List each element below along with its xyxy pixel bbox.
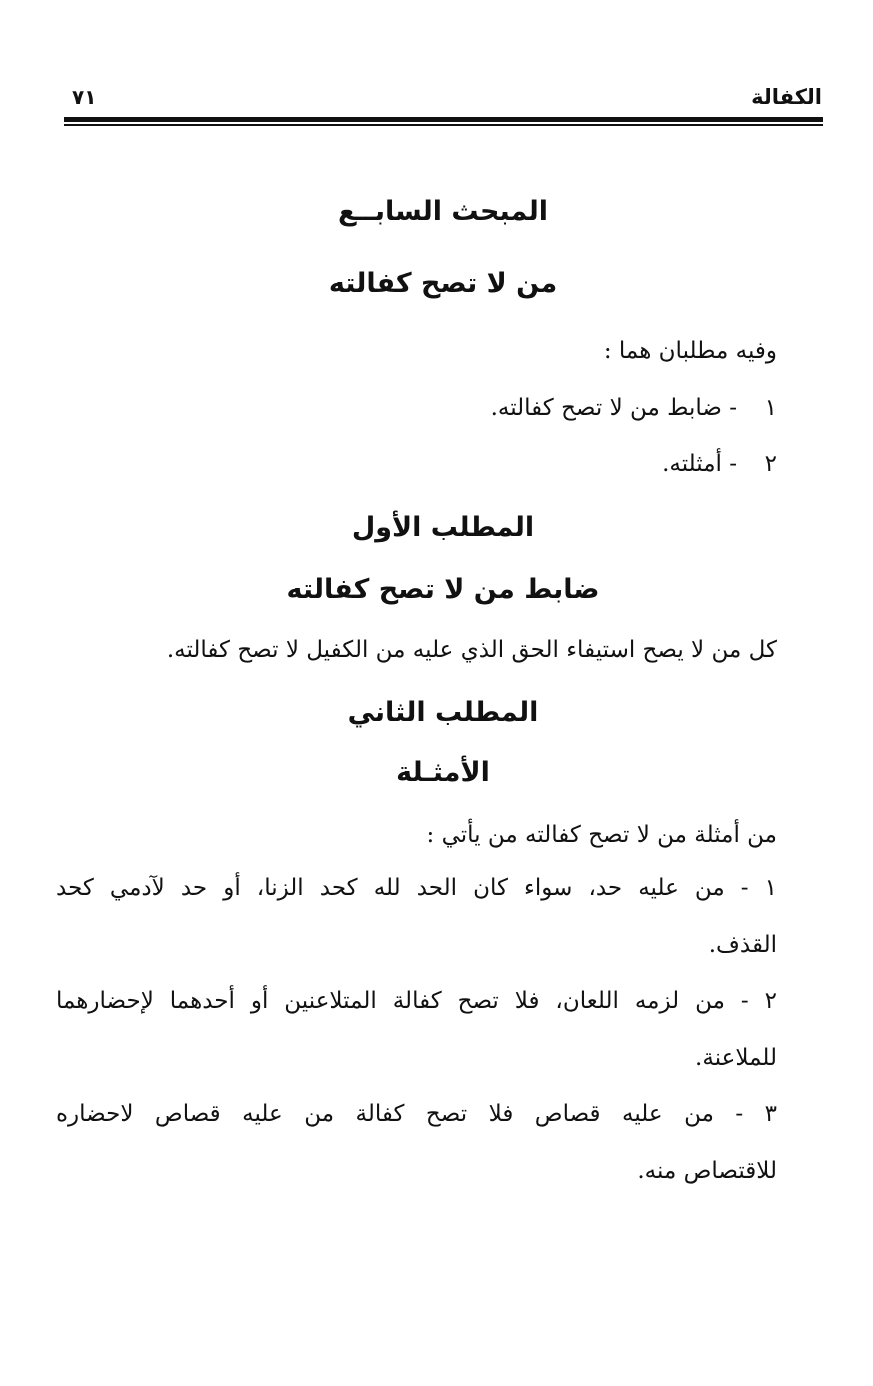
second-part-subtitle: الأمثـلة: [396, 757, 490, 788]
page-number: ٧١: [72, 85, 97, 109]
running-title: الكفالة: [751, 85, 822, 109]
outline-item: [491, 390, 777, 426]
outline-item-text: - أمثلته.: [662, 451, 737, 477]
outline-item-number: ٢: [764, 451, 777, 477]
example-line: ٣ - من عليه قصاص فلا تصح كفالة من عليه قصاص لاحضاره: [56, 1101, 777, 1127]
example-line: ١ - من عليه حد، سواء كان الحد لله كحد الزنا، أو حد لآدمي كحد: [56, 875, 777, 901]
section-title: المبحث السابــع: [337, 196, 548, 227]
example-line-continued: القذف.: [708, 932, 777, 958]
outline-item-number: ١: [764, 395, 777, 421]
example-line-continued: للملاعنة.: [695, 1045, 777, 1071]
outline-item-text: - ضابط من لا تصح كفالته.: [490, 395, 737, 421]
running-header: [64, 82, 822, 112]
example-line-continued: للاقتصاص منه.: [637, 1158, 777, 1184]
second-part-intro: من أمثلة من لا تصح كفالته من يأتي :: [426, 822, 777, 848]
example-line: ٢ - من لزمه اللعان، فلا تصح كفالة المتلاعنين أو أحدهما لإحضارهما: [56, 988, 777, 1014]
section-subtitle: من لا تصح كفالته: [328, 268, 558, 299]
second-part-title: المطلب الثاني: [347, 697, 539, 728]
header-rule-thick: [64, 117, 823, 122]
first-part-subtitle: ضابط من لا تصح كفالته: [286, 574, 600, 605]
section-intro: وفيه مطلبان هما :: [603, 338, 777, 364]
first-part-body: كل من لا يصح استيفاء الحق الذي عليه من الكفيل لا تصح كفالته.: [166, 637, 777, 663]
outline-item: [662, 446, 777, 482]
first-part-title: المطلب الأول: [351, 512, 535, 543]
header-rule-thin: [64, 124, 823, 126]
